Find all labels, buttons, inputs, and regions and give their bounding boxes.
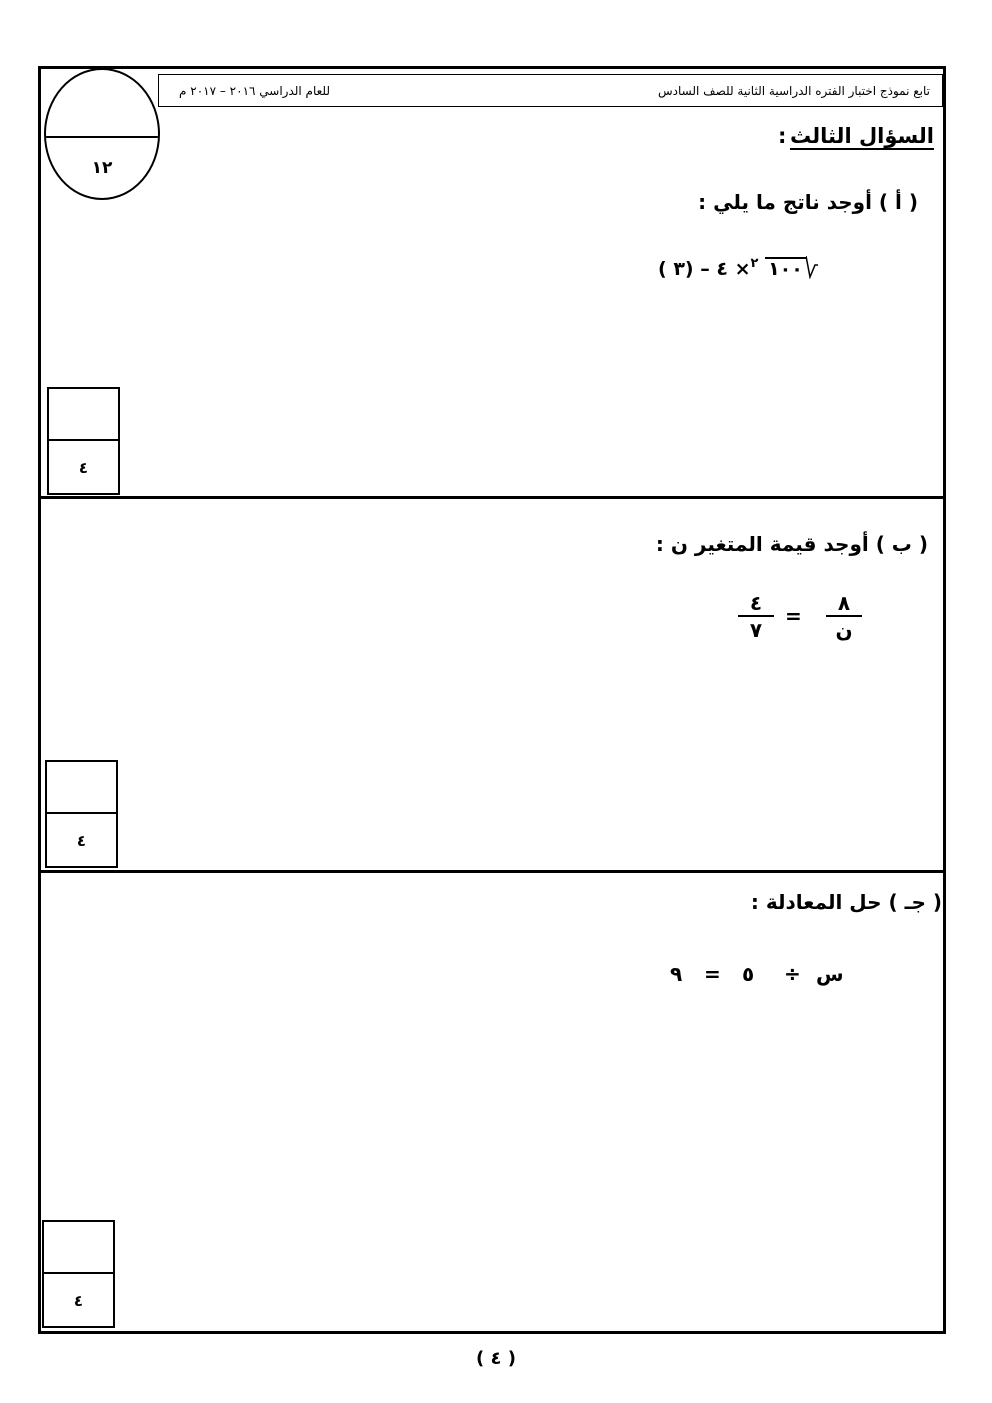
section-divider-2 xyxy=(38,870,946,873)
exponent: ٢ xyxy=(750,256,759,271)
part-a-mark-box xyxy=(47,387,120,495)
part-c-mark: ٤ xyxy=(73,1292,84,1310)
part-a-label: ( أ ) أوجد ناتج ما يلي : xyxy=(698,190,918,214)
eq-term-s: س xyxy=(816,962,844,986)
mark-box-divider xyxy=(49,439,118,441)
academic-year: للعام الدراسي ٢٠١٦ – ٢٠١٧ م xyxy=(179,84,331,98)
part-b-mark-box xyxy=(45,760,118,868)
exam-title: تابع نموذج اختبار الفتره الدراسية الثانية للصف السادس xyxy=(657,84,930,98)
eq-equals: = xyxy=(704,962,721,986)
fraction-left-numerator: ٨ xyxy=(837,591,851,615)
fraction-right xyxy=(738,591,774,643)
part-c-label: ( جـ ) حل المعادلة : xyxy=(750,890,942,914)
radicand: ١٠٠ xyxy=(765,257,806,279)
fraction-left-denominator: ن xyxy=(835,618,853,642)
page-number: ( ٤ ) xyxy=(476,1348,516,1369)
square-root-icon xyxy=(806,255,818,279)
part-a-mark: ٤ xyxy=(78,459,89,477)
mark-box-divider xyxy=(44,1272,113,1274)
eq-term-9: ٩ xyxy=(670,962,683,986)
fraction-right-denominator: ٧ xyxy=(749,618,763,642)
question-title-colon: : xyxy=(778,124,787,148)
expression-rest: × ٤ – (٣ ) xyxy=(658,258,751,280)
score-divider xyxy=(46,136,158,138)
part-a-expression xyxy=(658,255,818,280)
part-b-mark: ٤ xyxy=(76,832,87,850)
part-c-mark-box xyxy=(42,1220,115,1328)
eq-divide: ÷ xyxy=(784,962,801,986)
equals-sign: = xyxy=(785,604,802,628)
eq-term-5: ٥ xyxy=(742,962,755,986)
total-score-circle xyxy=(44,68,160,200)
section-divider-1 xyxy=(38,496,946,499)
total-score: ١٢ xyxy=(91,158,113,178)
exam-header xyxy=(158,74,943,107)
fraction-left xyxy=(826,591,862,643)
part-b-label: ( ب ) أوجد قيمة المتغير ن : xyxy=(655,532,928,556)
fraction-right-numerator: ٤ xyxy=(749,591,763,615)
question-title: السؤال الثالث xyxy=(789,124,934,148)
mark-box-divider xyxy=(47,812,116,814)
